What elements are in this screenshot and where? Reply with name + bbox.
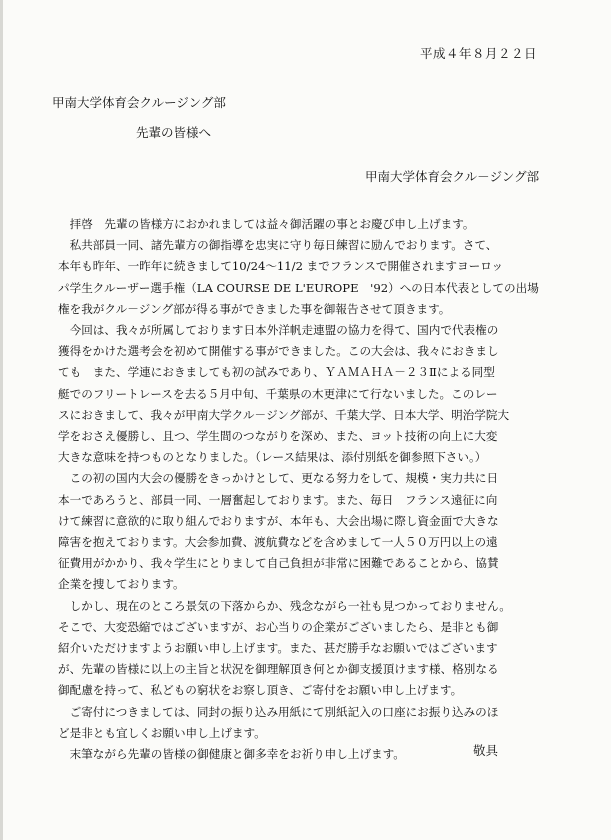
- body-line: が、先輩の皆様に以上の主旨と状況を御理解頂き何とか御支援頂けます様、格別なる: [58, 662, 499, 677]
- body-line: 大きな意味を持つものとなりました。（レース結果は、添付別紙を御参照下さい。）: [58, 450, 487, 465]
- body-line: ご寄付につきましては、同封の振り込み用紙にて別紙記入の口座にお振り込みのほ: [58, 704, 499, 719]
- sender: 甲南大学体育会クル－ジング部: [365, 169, 540, 184]
- letter-body: [58, 214, 580, 765]
- body-line: 拝啓 先輩の皆様方におかれましては益々御活躍の事とお慶び申し上げます。: [58, 217, 475, 231]
- body-line: 獲得をかけた選考会を初めて開催する事ができました。この大会は、我々におきまし: [58, 344, 499, 359]
- body-line: 障害を抱えております。大会参加費、渡航費などを含めまして一人５０万円以上の遠: [58, 535, 498, 550]
- body-line: ても また、学連におきましても初の試みであり、ＹＡＭＡＨＡ－２３Ⅱによる同型: [58, 365, 495, 380]
- body-line: 学をおさえ優勝し、且つ、学生間のつながりを深め、また、ヨット技術の向上に大変: [58, 429, 498, 444]
- body-line: しかし、現在のところ景気の下落からか、残念ながら一社も見つかっておりません。: [58, 598, 511, 613]
- body-line: そこで、大変恐縮ではございますが、お心当りの企業がございましたら、是非とも御: [58, 619, 499, 634]
- body-line: パ学生クルーザー選手権（LA COURSE DE L'EUROPE '92）への日本代表としての出場: [58, 280, 539, 295]
- body-line: 末筆ながら先輩の皆様の御健康と御多幸をお祈り申し上げます。: [58, 747, 405, 762]
- body-line: 艇でのフリートレースを去る５月中旬、千葉県の木更津にて行ないました。このレー: [58, 386, 498, 401]
- body-line: スにおきまして、我々が甲南大学クル－ジング部が、千葉大学、日本大学、明治学院大: [58, 407, 510, 422]
- letter-date: 平成４年８月２２日: [420, 46, 538, 61]
- addressee-organization: 甲南大学体育会クルージング部: [52, 95, 226, 110]
- body-line: この初の国内大会の優勝をきっかけとして、更なる努力をして、規模・実力共に日: [58, 471, 499, 486]
- body-line: 私共部員一同、諸先輩方の御指導を忠実に守り毎日練習に励んでおります。さて、: [58, 238, 498, 253]
- body-line: 征費用がかかり、我々学生にとりまして自己負担が非常に困難であることから、協賛: [58, 556, 499, 571]
- body-line: 権を我がクル－ジング部が得る事ができました事を御報告させて頂きます。: [58, 301, 451, 316]
- body-line: 企業を捜しております。: [58, 577, 185, 592]
- body-line: 本年も昨年、一昨年に続きまして10/24～11/2 までフランスで開催されますヨーロッ: [58, 259, 504, 274]
- body-line: 今回は、我々が所属しております日本外洋帆走連盟の協力を得て、国内で代表権の: [58, 323, 499, 338]
- body-line: 本一であろうと、部員一同、一層奮起しております。また、毎日 フランス遠征に向: [58, 492, 498, 507]
- body-line: 御配慮を持って、私どもの窮状をお察し頂き、ご寄付をお願い申し上げます。: [58, 683, 463, 698]
- body-line: 紹介いただけますようお願い申し上げます。また、甚だ勝手なお願いではございます: [58, 641, 498, 656]
- page-edge: [0, 0, 3, 840]
- body-line: けて練習に意欲的に取り組んでおりますが、本年も、大会出場に際し資金面で大きな: [58, 513, 499, 528]
- closing-keigu: 敬具: [473, 743, 499, 758]
- addressee: 先輩の皆様へ: [136, 125, 212, 140]
- body-line: ど是非とも宜しくお願い申し上げます。: [58, 725, 266, 740]
